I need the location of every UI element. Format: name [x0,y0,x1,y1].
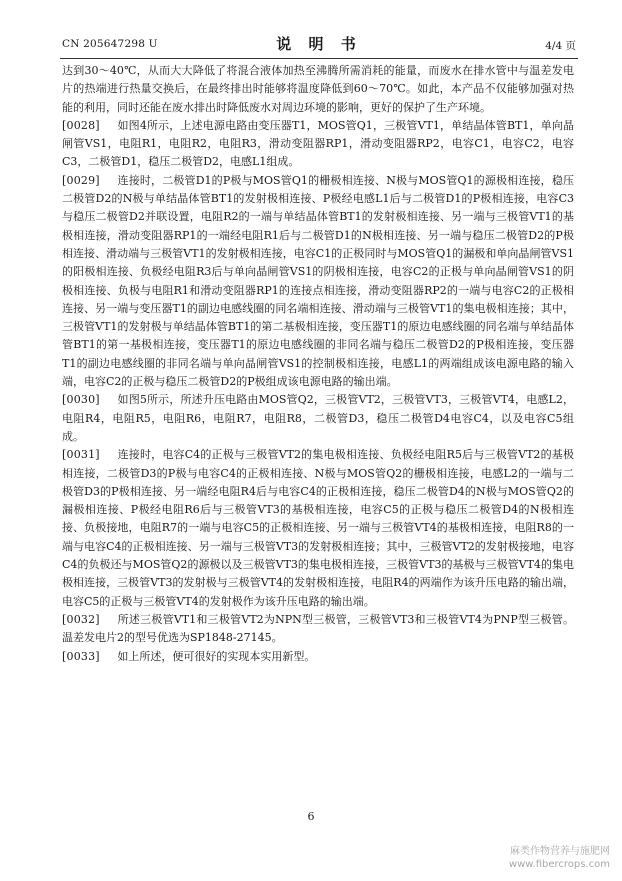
watermark-line-1: 麻类作物营养与施肥网 [510,846,610,857]
paragraph [62,172,574,392]
paragraph [62,611,574,648]
doc-number: CN 205647298 U [62,38,158,50]
paragraph-text: 连接时，电容C4的正极与三极管VT2的集电极相连接、负极经电阻R5后与三极管VT2的基极相连接，二极管D3的P极与电容C4的正极相连接、N极与MOS管Q2的栅极相连接，电感L2的一端与二极管D3的P极相连接、另一端经电阻R4后与电容C4的正极相连接，稳压二极管D4的N极与MOS管Q2的漏极相连接、P极经电阻R6后与三极管VT3的基极相连接，电容C5的正极与稳压二极管D4的N极相连接、负极接地，电阻R7的一端与电容C5的正极相连接、另一端与三极管VT4的基极相连接，电阻R8的一端与电容C4的正极相连接、另一端与三极管VT3的发射极相连接；其中，三极管VT2的发射极接地，电容C4的负极还与MOS管Q2的源极以及三极管VT3的集电极相连接，三极管VT3的基极与三极管VT4的集电极相连接，三极管VT3的发射极与三极管VT4的发射极相连接，电阻R4的两端作为该升压电路的输出端，电容C5的正极与三极管VT4的发射极作为该升压电路的输出端。 [62,448,574,608]
watermark-line-2: www.fibercrops.com [508,859,610,870]
document-body [62,62,574,666]
paragraph [62,391,574,446]
paragraph [62,117,574,172]
paragraph [62,446,574,611]
paragraph [62,648,574,666]
watermark [509,845,610,871]
paragraph-tag: [0029] [62,173,100,187]
page-number: 6 [307,810,315,823]
header-rule [60,58,578,59]
paragraph-tag: [0030] [62,393,100,407]
paragraph-tag: [0028] [62,118,100,132]
paragraph-tag: [0033] [62,649,100,663]
paragraph-tag: [0032] [62,612,100,626]
page-of: 4/4 页 [545,40,576,52]
paragraph-text: 如图5所示，所述升压电路由MOS管Q2，三极管VT2，三极管VT3，三极管VT4，电感L2，电阻R4，电阻R5，电阻R6，电阻R7，电阻R8，二极管D3，稳压二极管D4电容C4，以及电容C5组成。 [62,393,574,443]
page-header [62,33,576,55]
paragraph-text: 如图4所示，上述电源电路由变压器T1，MOS管Q1，三极管VT1，单结晶体管BT1，单向晶闸管VS1，电阻R1，电阻R2，电阻R3，滑动变阻器RP1，滑动变阻器RP2，电容C1，电容C2，电容C3，二极管D1，稳压二极管D2，电感L1组成。 [62,118,574,169]
paragraph-text: 所述三极管VT1和三极管VT2为NPN型三极管，三极管VT3和三极管VT4为PNP型三极管。温差发电片2的型号优选为SP1848-27145。 [62,612,574,645]
paragraph-text: 连接时，二极管D1的P极与MOS管Q1的栅极相连接、N极与MOS管Q1的源极相连接，稳压二极管D2的N极与单结晶体管BT1的发射极相连接、P极经电感L1后与二极管D1的P极相连接，电容C3与稳压二极管D2并联设置，电阻R2的一端与单结晶体管BT1的发射极相连接、另一端与三极管VT1的基极相连接，滑动变阻器RP1的一端经电阻R1后与二极管D1的N极相连接、另一端与稳压二极管D2的P极相连接、滑动端与三极管VT1的发射极相连接，电容C1的正极同时与MOS管Q1的漏极和单向晶闸管VS1的阳极相连接、负极经电阻R3后与单向晶闸管VS1的阴极相连接，电容C2的正极与单向晶闸管VS1的阴极相连接、负极与电阻R1和滑动变阻器RP1的连接点相连接，滑动变阻器RP2的一端与电容C2的正极相连接、另一端与变压器T1的副边电感线圈的同名端相连接、滑动端与三极管VT1的集电极相连接；其中，三极管VT1的发射极与单结晶体管BT1的第二基极相连接，变压器T1的原边电感线圈的同名端与单结晶体管BT1的第一基极相连接，变压器T1的原边电感线圈的非同名端与稳压二极管D2的P极相连接，变压器T1的副边电感线圈的非同名端与单向晶闸管VS1的控制极相连接，电感L1的两端组成该电源电路的输入端，电容C2的正极与稳压二极管D2的P极组成该电源电路的输出端。 [62,173,574,389]
paragraph-text: 达到30～40℃，从而大大降低了将混合液体加热至沸腾所需消耗的能量，而废水在排水管中与温差发电片的热端进行热量交换后，在最终排出时能够将温度降低到60～70℃。如此，本产品不仅能够加强对热能的利用，同时还能在废水排出时降低废水对周边环境的影响，更好的保护了生产环境。 [62,64,574,114]
paragraph [62,62,574,117]
paragraph-text: 如上所述，便可很好的实现本实用新型。 [117,649,316,663]
paragraph-tag: [0031] [62,448,100,462]
doc-title: 说 明 书 [276,35,362,53]
